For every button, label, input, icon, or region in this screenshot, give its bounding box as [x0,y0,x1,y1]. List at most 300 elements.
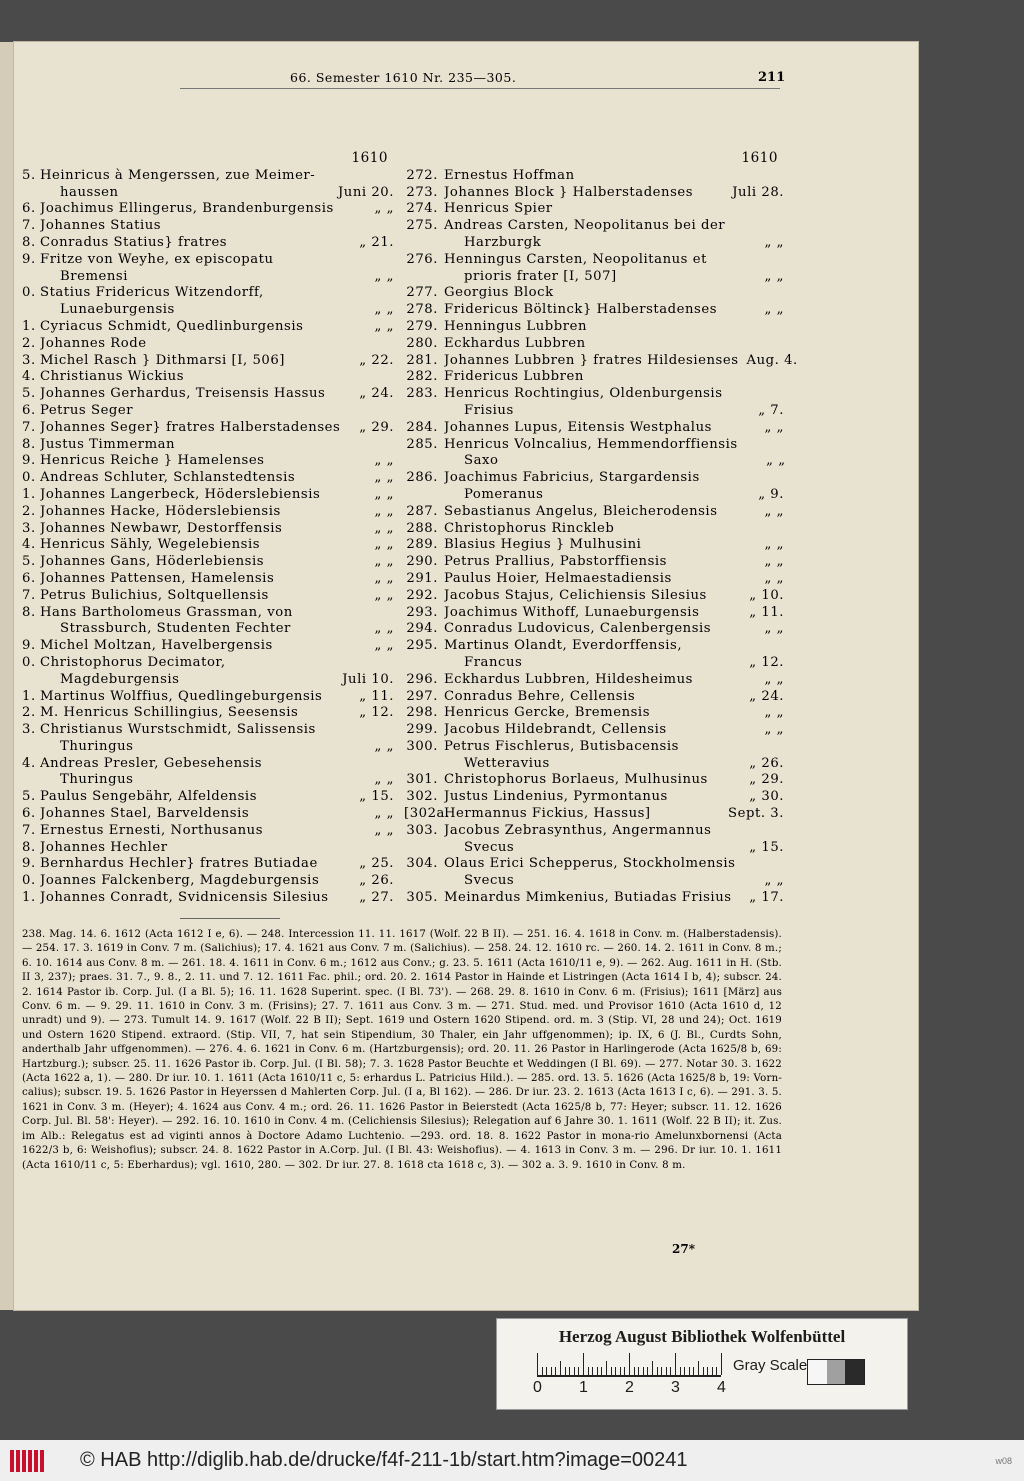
register-entry [404,336,784,353]
library-color-card [496,1318,908,1410]
entry-number: 287. [406,503,438,519]
entry-name: Joannes Falckenberg, Magdeburgensis [40,873,320,889]
entry-name: Christophorus Borlaeus, Mulhusinus [444,772,708,788]
gray-swatch [845,1360,864,1384]
entry-date: „ „ [374,520,394,536]
entry-date: „ 27. [359,890,394,906]
entry-number: [302a. [404,806,450,822]
entry-name: Johannes Seger} fratres Halberstadenses [40,419,341,435]
entry-name: Johannes Hacke, Höderslebiensis [40,503,281,519]
register-entry [404,285,784,302]
register-entry [22,521,394,538]
register-entry [404,521,784,538]
page-number: 211 [758,70,786,85]
register-entry [22,873,394,890]
register-entry [22,689,394,706]
entry-name: Michel Moltzan, Havelbergensis [40,638,273,654]
footer-copyright-link[interactable]: © HAB http://diglib.hab.de/drucke/f4f-211-1b/start.htm?image=00241 [80,1449,688,1471]
register-entry [22,235,394,252]
entry-name: Saxo [464,453,499,469]
entry-date: „ 12. [749,654,784,670]
entry-name: Justus Lindenius, Pyrmontanus [444,789,668,805]
entry-name: Henricus Sähly, Wegelebiensis [40,537,261,553]
register-entry [404,890,784,907]
ruler-tick [666,1367,667,1375]
entry-date: „ „ [764,873,784,889]
entry-number: 6. [22,806,36,822]
entry-number: 1. [22,688,36,704]
entry-date: „ 22. [359,352,394,368]
footnotes: 238. Mag. 14. 6. 1612 (Acta 1612 I e, 6). — 248. Intercession 11. 11. 1617 (Wolf. 22 B II). — 251. 16. 4. 1618 in Conv. m. (Halberstadensis). — 254. 17. 3. 1619 in Conv. 7 m. (Salichius); 17. 4. 1621 aus Conv. 7 m. (Salichius). — 258. 24. 12. 1610 rc. — 260. 14. 2. 1611 in Conv. 8 m.; 6. 10. 1614 aus Conv. 8 m. — 261. 18. 4. 1611 in Conv. 6 m.; 1612 aus Conv.; g. 23. 5. 1611 (Acta 1610/11 e, 9). — 262. Aug. 1611 in H. (Stb. II 3, 237); praes. 31. 7., 9. 8., 2. 11. und 7. 12. 1611 Fac. phil.; ord. 20. 2. 1614 Pastor in Hainde et Listringen (Acta 1614 I b, 4); subscr. 24. 2. 1614 Pastor ib. Corp. Jul. (I a Bl. 5); 16. 11. 1628 Superint. spec. (I Bl. 73'). — 268. 29. 8. 1610 in Conv. 6 m. (Frisius); 1611 [März] aus Conv. 6 m. — 9. 29. 11. 1610 in Conv. 3 m. (Frisins); 27. 7. 1611 aus Conv. 3 m. — 271. Stud. med. und Provisor 1610 (Acta 1610 d, 12 unradt) und 9). — 273. Tumult 14. 9. 1617 (Wolf. 22 B II); Sept. 1619 und Ostern 1620 Stipend. ord. m. 3 (Stip. VI, 28 und 24); Oct. 1619 und Ostern 1620 Stipend. extraord. (Stip. VII, 7, hat sein Stipendium, 30 Thaler, ein Jahr uffgenommen); ip. IX, 6 (J. Bl., Curdts Sohn, anderthalb Jahr uffgenommen). — 276. 4. 6. 1621 in Conv. 6 m. (Hartzburgensis); ord. 20. 11. 26 Pastor in Harlingerode (Acta 1625/8 b, 69: Hartzburg.); subscr. 25. 11. 1626 Pastor ib. Corp. Jul. (I Bl. 58); 7. 3. 1628 Pastor Beuchte et Weddingen (I Bl. 69). — 277. Notar 30. 3. 1622 (Acta 1622 a, 1). — 280. Dr iur. 10. 1. 1611 (Acta 1610/11 c, 5: erhardus L. Patricius Hild.). — 285. ord. 13. 5. 1626 (Acta 1625/8 b, 19: Vorn-calius); subscr. 19. 5. 1626 Pastor in Heyerssen d Mahlerten Corp. Jul. (I a, Bl 162). — 286. Dr iur. 23. 2. 1613 (Acta 1613 I c, 6). — 291. 3. 5. 1621 in Conv. 3 m. (Heyer); 4. 1624 aus Conv. 4 m.; ord. 26. 11. 1626 Pastor in Beierstedt (Acta 1625/8 b, 77: Heyer; subscr. 11. 12. 1626 Corp. Jul. Bl. 58': Heyer). — 292. 16. 10. 1610 in Conv. 4 m. (Celichiensis Silesius); Relegation auf 6 Jahre 30. 1. 1611 (Wolf. 22 B II); it. Zus. im Alb.: Relegatus est ad viginti annos à Doctore Adamo Luchtenio. —293. ord. 18. 8. 1622 Pastor in mona-rio Amelunxbornensi (Acta 1622/3 b, 6: Weishofius); subscr. 24. 8. 1622 Pastor in A.Corp. Jul. (I Bl. 43: Weishofius). — 4. 1613 in Conv. 3 m. — 296. Dr iur. 10. 1. 1611 (Acta 1610/11 c, 5: Eberhardus); vgl. 1610, 280. — 302. Dr iur. 27. 8. 1618 cta 1618 c, 3). — 302 a. 3. 9. 1610 in Conv. 8 m. [22,929,782,1171]
entry-date: „ „ [374,772,394,788]
ruler-tick [680,1367,681,1375]
footnote-rule [180,918,280,919]
entry-number: 274. [406,201,438,217]
entry-number: 285. [406,436,438,452]
entry-date: „ „ [374,570,394,586]
entry-name: Justus Timmerman [40,436,176,452]
entry-date [736,823,784,840]
entry-number: 5. [22,167,36,183]
entry-number: 8. [22,234,36,250]
entry-number: 282. [406,369,438,385]
entry-date: Juni 20. [337,184,394,200]
entry-date: „ 29. [749,772,784,788]
entry-date: Juli 10. [342,671,394,687]
entry-date [346,403,394,420]
register-entry [22,571,394,588]
entry-name: Conradus Behre, Cellensis [444,688,636,704]
entry-date: „ „ [374,537,394,553]
entry-date: „ 15. [749,839,784,855]
entry-number: 290. [406,554,438,570]
ruler-tick [569,1367,570,1375]
left-entry-list [22,168,394,907]
register-entry [22,722,394,756]
ruler-tick [638,1367,639,1375]
entry-name: Eckhardus Lubbren, Hildesheimus [444,671,693,687]
entry-number: 2. [22,335,36,351]
register-entry [404,168,784,185]
entry-date: „ „ [374,201,394,217]
entry-date [346,605,394,622]
entry-name: Joachimus Withoff, Lunaeburgensis [444,604,700,620]
entry-number: 8. [22,436,36,452]
entry-date: „ „ [374,822,394,838]
logo-bar [22,1450,26,1472]
entry-name: Jacobus Stajus, Celichiensis Silesius [444,587,707,603]
register-entry [22,336,394,353]
register-entry [404,806,784,823]
entry-number: 275. [406,218,438,234]
entry-date: „ „ [764,705,784,721]
ruler-number: 1 [579,1379,588,1396]
entry-name: Eckhardus Lubbren [444,335,586,351]
ruler-tick [634,1367,635,1375]
entry-number: 8. [22,604,36,620]
left-column [22,150,394,907]
logo-bar [16,1450,20,1472]
entry-name: Harzburgk [464,234,542,250]
entry-date: „ 26. [359,873,394,889]
entry-number: 2. [22,705,36,721]
entry-number: 5. [22,386,36,402]
entry-date: „ 25. [359,856,394,872]
ruler-tick [703,1367,704,1375]
ruler-tick [689,1367,690,1375]
entry-number: 273. [406,184,438,200]
entry-name: Henricus Gercke, Bremensis [444,705,651,721]
entry-number: 1. [22,890,36,906]
register-entry [22,420,394,437]
entry-number: 278. [406,302,438,318]
entry-name: Petrus Prallius, Pabstorffiensis [444,554,668,570]
ruler-tick [707,1367,708,1375]
entry-number: 4. [22,537,36,553]
entry-name: Johannes Lubbren } fratres Hildesienses [444,352,739,368]
ruler-tick [661,1367,662,1375]
footer-bar [0,1440,1024,1481]
entry-date: „ „ [764,671,784,687]
entry-number: 297. [406,688,438,704]
ruler-tick [698,1361,699,1375]
entry-number: 9. [22,251,36,267]
entry-name: Conradus Statius} fratres [40,234,228,250]
register-entry [404,537,784,554]
entry-name: Wetteravius [464,755,550,771]
entry-date: „ „ [374,621,394,637]
register-entry [404,739,784,773]
ruler-number: 3 [671,1379,680,1396]
entry-name: Svecus [464,873,515,889]
logo-bar [10,1450,14,1472]
entry-date: „ „ [764,537,784,553]
register-entry [404,856,784,890]
register-entry [404,437,784,471]
entry-name: Henricus Rochtingius, Oldenburgensis [444,386,723,402]
entry-name: Heinricus à Mengerssen, zue Meimer- [40,167,316,183]
entry-name: Johannes Stael, Barveldensis [40,806,250,822]
entry-number: 303. [406,822,438,838]
entry-number: 293. [406,604,438,620]
entry-number: 272. [406,167,438,183]
gray-scale-swatches [807,1359,865,1385]
register-entry [22,890,394,907]
entry-date: „ „ [374,318,394,334]
book-gutter [0,42,15,1310]
entry-date [736,470,784,487]
entry-name: Hans Bartholomeus Grassman, von [40,604,293,620]
entry-number: 302. [406,789,438,805]
ruler-tick [611,1367,612,1375]
entry-number: 2. [22,503,36,519]
entry-number: 296. [406,671,438,687]
ruler-tick [597,1367,598,1375]
register-entry [22,705,394,722]
register-entry [404,554,784,571]
entry-date [346,285,394,302]
register-entry [404,420,784,437]
entry-date [736,369,784,386]
entry-number: 3. [22,722,36,738]
ruler-tick [657,1367,658,1375]
entry-number: 298. [406,705,438,721]
entry-date: „ 24. [749,688,784,704]
logo-bar [28,1450,32,1472]
ruler-number: 0 [533,1379,542,1396]
entry-name: Christophorus Decimator, [40,654,226,670]
entry-number: 294. [406,621,438,637]
entry-name: Christianus Wickius [40,369,185,385]
entry-name: Petrus Seger [40,402,134,418]
ruler-tick [721,1353,722,1375]
entry-name: Jacobus Hildebrandt, Cellensis [444,722,667,738]
ruler-tick [546,1367,547,1375]
ruler-tick [620,1367,621,1375]
entry-name: Paulus Hoier, Helmaestadiensis [444,570,672,586]
ruler-tick [574,1367,575,1375]
entry-name: prioris frater [I, 507] [464,268,617,284]
entry-date: „ „ [374,302,394,318]
entry-date: „ „ [764,621,784,637]
entry-name: Michel Rasch } Dithmarsi [I, 506] [40,352,285,368]
entry-date [736,252,784,269]
entry-name: Fridericus Böltinck} Halberstadenses [444,302,718,318]
ruler-number: 2 [625,1379,634,1396]
entry-name: Hermannus Fickius, Hassus] [444,806,651,822]
ruler-tick [652,1361,653,1375]
entry-name: Henricus Spier [444,201,553,217]
entry-date: „ „ [764,554,784,570]
ruler-tick [675,1353,676,1375]
entry-number: 299. [406,722,438,738]
entry-number: 279. [406,318,438,334]
entry-date [736,739,784,756]
register-entry [404,218,784,252]
register-entry [404,352,798,370]
entry-number: 305. [406,890,438,906]
ruler-tick [588,1367,589,1375]
entry-name: Henningus Carsten, Neopolitanus et [444,251,707,267]
entry-name: Bremensi [60,268,128,284]
entry-date [736,521,784,538]
entry-date: „ 15. [359,789,394,805]
entry-name: Pomeranus [464,486,544,502]
entry-name: Strassburch, Studenten Fechter [60,621,291,637]
entry-name: Johannes Gans, Höderlebiensis [40,554,265,570]
entry-date [736,386,784,403]
right-entry-list [404,167,798,907]
entry-number: 7. [22,419,36,435]
entry-date [346,655,394,672]
entry-name: Meinardus Mimkenius, Butiadas Frisius [444,890,732,906]
logo-bar [40,1450,44,1472]
entry-date [736,285,784,302]
ruler-tick [615,1367,616,1375]
gray-swatch [808,1360,827,1384]
entry-date: „ 7. [758,402,784,418]
entry-number: 283. [406,386,438,402]
register-entry [22,554,394,571]
logo-bar [34,1450,38,1472]
entry-name: Christianus Wurstschmidt, Salissensis [40,722,316,738]
entry-name: Johannes Lupus, Eitensis Westphalus [444,419,712,435]
entry-name: Jacobus Zebrasynthus, Angermannus [444,822,712,838]
entry-date [346,722,394,739]
entry-date [346,840,394,857]
entry-name: Johannes Langerbeck, Höderslebiensis [40,486,321,502]
entry-date [346,756,394,773]
register-entry [404,588,784,605]
register-entry [22,504,394,521]
entry-number: 6. [22,570,36,586]
ruler-tick [560,1361,561,1375]
entry-date: „ „ [764,268,784,284]
entry-date: „ 10. [749,587,784,603]
register-entry [22,218,394,235]
entry-date [346,369,394,386]
entry-number: 4. [22,755,36,771]
entry-date: „ „ [764,722,784,738]
register-entry [404,201,784,218]
register-entry [404,672,784,689]
entry-date: „ „ [374,486,394,502]
entry-name: Francus [464,654,523,670]
entry-date: „ 30. [749,789,784,805]
ruler-tick [647,1367,648,1375]
entry-number: 7. [22,218,36,234]
scale-ruler [537,1353,721,1377]
entry-date: „ 11. [749,604,784,620]
entry-name: Sebastianus Angelus, Bleicherodensis [444,503,718,519]
entry-name: Georgius Block [444,285,554,301]
entry-date: „ 9. [758,486,784,502]
entry-number: 1. [22,318,36,334]
entry-date [346,218,394,235]
signature-mark: 27* [672,1242,695,1256]
register-entry [22,369,394,386]
entry-name: Joachimus Ellingerus, Brandenburgensis [40,201,334,217]
register-entry [22,638,394,655]
entry-number: 5. [22,789,36,805]
header-rule [180,88,780,89]
entry-date [346,437,394,454]
register-entry [404,823,784,857]
ruler-tick [716,1367,717,1375]
register-entry [22,453,394,470]
register-entry [22,386,394,403]
entry-number: 4. [22,369,36,385]
entry-number: 304. [406,856,438,872]
entry-name: Andreas Carsten, Neopolitanus bei der [444,218,726,234]
ruler-tick [670,1367,671,1375]
entry-name: Johannes Hechler [40,839,168,855]
entry-date: „ „ [374,268,394,284]
right-column [404,150,798,907]
entry-name: Cyriacus Schmidt, Quedlinburgensis [40,318,304,334]
entry-name: M. Henricus Schillingius, Seesensis [40,705,299,721]
entry-name: Blasius Hegius } Mulhusini [444,537,642,553]
entry-date: „ 11. [359,688,394,704]
register-entry [404,689,784,706]
entry-date: „ 17. [749,890,784,906]
footer-page-code: w08 [995,1455,1012,1466]
entry-date: Juli 28. [732,184,784,200]
entry-number: 276. [406,251,438,267]
entry-number: 0. [22,654,36,670]
ruler-tick [578,1367,579,1375]
ruler-tick [542,1367,543,1375]
entry-number: 291. [406,570,438,586]
register-entry [22,252,394,286]
entry-number: 281. [406,352,438,368]
entry-date: „ „ [374,587,394,603]
entry-date: „ „ [374,738,394,754]
entry-date: „ „ [764,503,784,519]
entry-date [346,252,394,269]
entry-number: 292. [406,587,438,603]
entry-date: „ „ [374,470,394,486]
register-entry [22,655,394,689]
register-entry [404,772,784,789]
entry-number: 6. [22,402,36,418]
library-card-title: Herzog August Bibliothek Wolfenbüttel [558,1327,846,1346]
running-head: 66. Semester 1610 Nr. 235—305. [290,70,517,85]
entry-number: 0. [22,873,36,889]
register-entry [22,353,394,370]
entry-date [736,201,784,218]
entry-date: „ „ [374,554,394,570]
entry-date [346,336,394,353]
register-entry [22,168,394,202]
register-entry [404,621,784,638]
entry-name: Conradus Ludovicus, Calenbergensis [444,621,712,637]
entry-number: 9. [22,638,36,654]
entry-name: Petrus Fischlerus, Butisbacensis [444,738,679,754]
entry-number: 284. [406,419,438,435]
entry-name: Henricus Volncalius, Hemmendorffiensis [444,436,738,452]
register-entry [22,789,394,806]
entry-date [736,638,784,655]
register-entry [22,756,394,790]
entry-number: 289. [406,537,438,553]
hab-logo-icon [10,1450,44,1472]
entry-date: „ „ [764,234,784,250]
register-entry [404,185,784,202]
entry-date [346,168,394,185]
entry-number: 5. [22,554,36,570]
register-entry [22,605,394,639]
register-entry [404,705,784,722]
entry-name: Johannes Statius [40,218,162,234]
register-entry [404,302,784,319]
entry-number: 288. [406,520,438,536]
entry-number: 6. [22,201,36,217]
entry-date [736,336,784,353]
entry-name: Martinus Olandt, Everdorffensis, [444,638,683,654]
entry-name: Petrus Bulichius, Soltquellensis [40,587,269,603]
register-entry [22,201,394,218]
entry-name: Ernestus Ernesti, Northusanus [40,822,264,838]
register-entry [404,369,784,386]
entry-date: „ „ [764,419,784,435]
entry-name: Thuringus [60,772,134,788]
entry-name: haussen [60,184,119,200]
entry-number: 8. [22,839,36,855]
ruler-tick [583,1353,584,1375]
register-entry [22,403,394,420]
ruler-tick [606,1361,607,1375]
